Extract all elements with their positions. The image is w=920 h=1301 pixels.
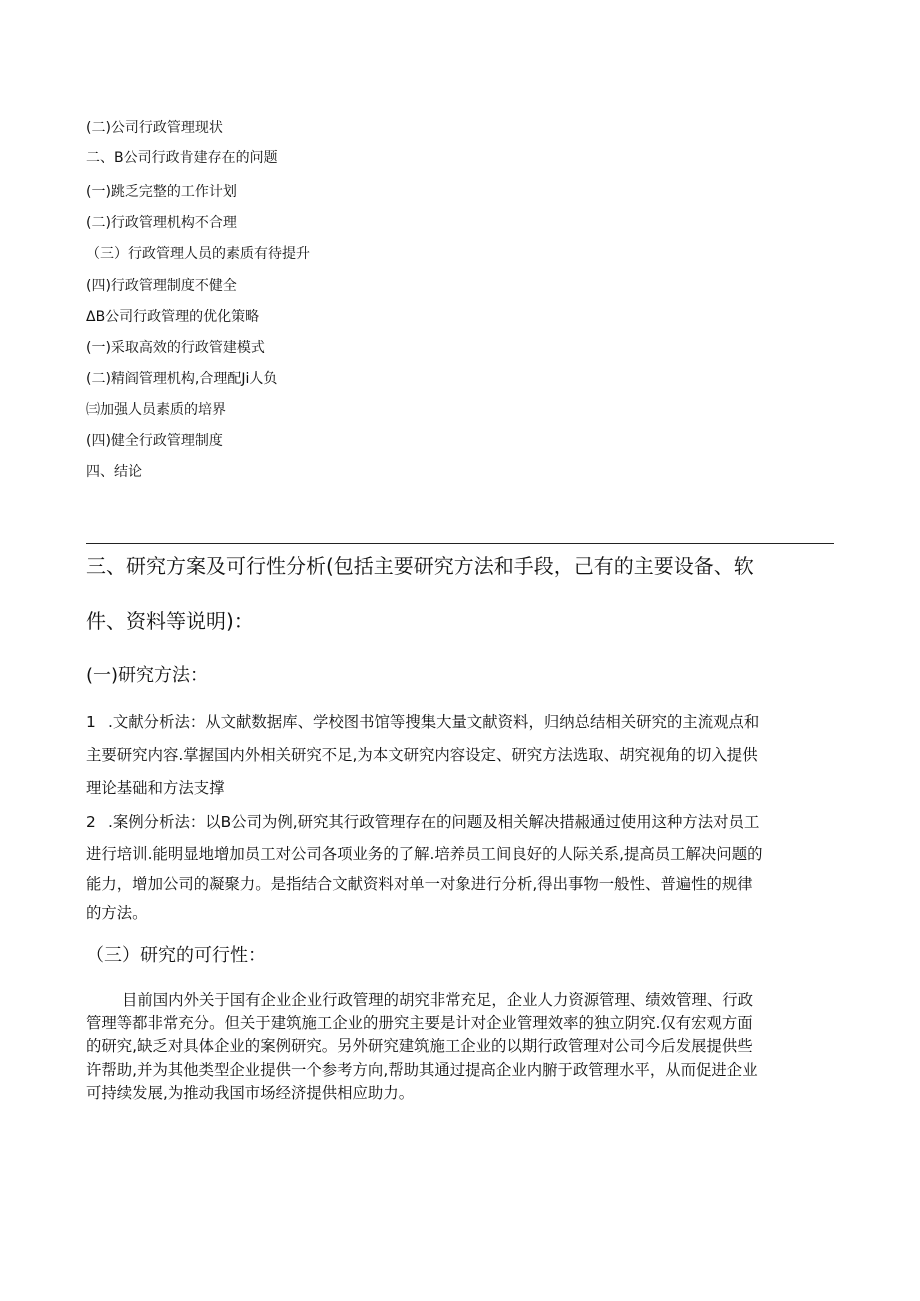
section-title-line1: 三、研究方案及可行性分析(包括主要研究方法和手段，己有的主要设备、软: [86, 554, 754, 578]
paragraph-line: 理论基础和方法支撑: [86, 779, 225, 797]
toc-line: (二)公司行政管理现状: [86, 120, 223, 136]
toc-line: (四)健全行政管理制度: [86, 433, 223, 449]
toc-line: ΔB公司行政管理的优化策略: [86, 309, 260, 325]
paragraph-line: 目前国内外关于国有企业企业行政管理的胡究非常充足，企业人力资源管理、绩效管理、行政: [122, 991, 754, 1009]
paragraph-line: 进行培训.能明显地增加员工对公司各项业务的了解.培养员工间良好的人际关系,提高员工解决问题的: [86, 845, 763, 863]
paragraph-line: 能力，增加公司的凝聚力。是指结合文献资料对单一对象进行分析,得出事物一般性、普遍性的规律: [86, 875, 753, 893]
toc-line: (一)跳乏完整的工作计划: [86, 184, 237, 200]
methods-heading: (一)研究方法：: [86, 665, 209, 686]
toc-line: （三）行政管理人员的素质有待提升: [86, 246, 310, 262]
toc-line: (二)行政管理机构不合理: [86, 215, 237, 231]
toc-line: (一)采取高效的行政管建模式: [86, 340, 265, 356]
paragraph-line: .文献分析法：从文献数据库、学校图书馆等搜集大量文献资料，归纳总结相关研究的主流观点和: [108, 713, 760, 731]
paragraph-line: .案例分析法：以B公司为例,研究其行政管理存在的问题及相关解决措赧通过使用这种方法对员工: [108, 813, 760, 831]
toc-line: (四)行政管理制度不健全: [86, 278, 237, 294]
section-title-line2: 件、资料等说明)：: [86, 609, 254, 633]
item-number: 1: [86, 713, 96, 731]
paragraph-line: 主要研究内容.掌握国内外相关研究不足,为本文研究内容设定、研究方法选取、胡究视角的切入提供: [86, 746, 758, 764]
paragraph-line: 的方法。: [86, 904, 148, 922]
paragraph-line: 的研究,缺乏对具体企业的案例研究。另外研究建筑施工企业的以期行政管理对公司今后发展提供些: [86, 1037, 753, 1055]
paragraph-line: 许帮助,并为其他类型企业提供一个参考方向,帮助其通过提高企业内腑于政管理水平，从而促进企业: [86, 1061, 758, 1079]
paragraph-line: 管理等都非常充分。但关于建筑施工企业的册究主要是计对企业管理效率的独立阴究.仅有宏观方面: [86, 1014, 753, 1032]
toc-line: (二)精阎管理机构,合理配Ji人负: [86, 371, 278, 387]
toc-line: 四、结论: [86, 464, 142, 480]
toc-line: ㈢加强人员素质的培界: [86, 402, 226, 418]
item-number: 2: [86, 813, 96, 831]
feasibility-heading: （三）研究的可行性：: [86, 945, 266, 966]
section-divider: [86, 543, 834, 544]
paragraph-line: 可持续发展,为推动我国市场经济提供相应助力。: [86, 1084, 415, 1102]
toc-line: 二、B公司行政肯建存在的问题: [86, 150, 278, 166]
